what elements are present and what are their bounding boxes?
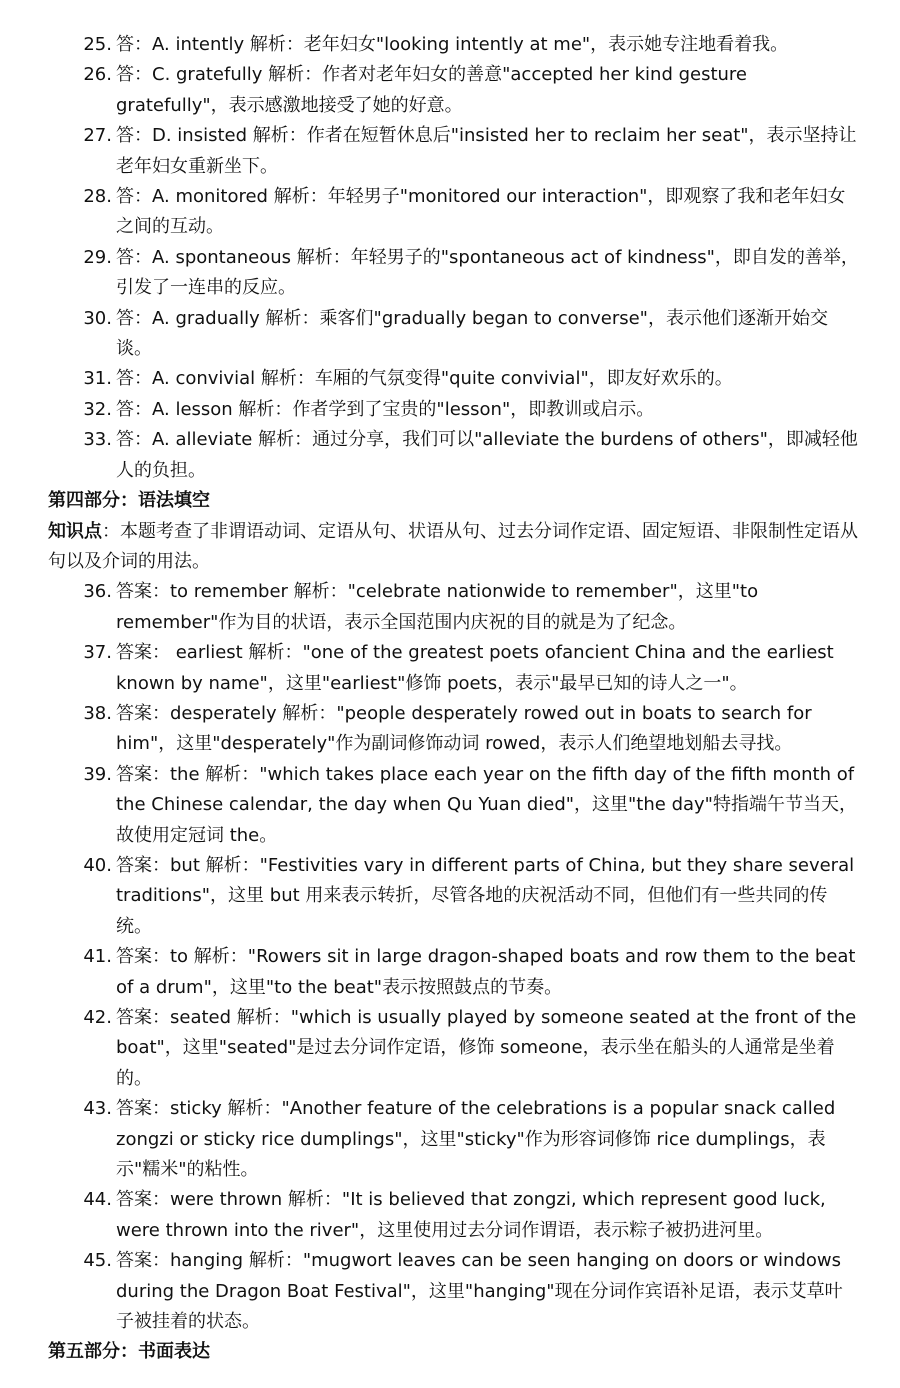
item-number: 28. — [83, 186, 112, 208]
item-number: 37. — [83, 642, 112, 664]
item-text: 答案：to remember 解析："celebrate nationwide to remember"，这里"to remember"作为目的状语，表示全国范围内庆祝的目的就是为了纪念。 — [116, 581, 759, 633]
item-text: 答：A. gradually 解析：乘客们"gradually began to converse"，表示他们逐渐开始交谈。 — [116, 307, 828, 360]
answer-item-30 — [48, 304, 860, 365]
item-number: 36. — [83, 581, 112, 603]
item-text: 答：A. spontaneous 解析：年轻男子的"spontaneous act of kindness"，即自发的善举，引发了一连串的反应。 — [116, 246, 859, 299]
answer-item-41 — [48, 942, 860, 1003]
answer-item-37 — [48, 638, 860, 699]
answer-item-29 — [48, 243, 860, 304]
answer-item-42 — [48, 1003, 860, 1094]
item-number: 43. — [83, 1098, 112, 1120]
item-text: 答：A. alleviate 解析：通过分享，我们可以"alleviate the burdens of others"，即减轻他人的负担。 — [116, 429, 858, 481]
knowledge-point-label: 知识点 — [48, 520, 102, 542]
knowledge-point-text: ：本题考查了非谓语动词、定语从句、状语从句、过去分词作定语、固定短语、非限制性定语从句以及介词的用法。 — [48, 520, 858, 572]
item-number: 27. — [83, 125, 112, 147]
item-number: 32. — [83, 398, 112, 420]
part4-answer-list — [48, 577, 860, 1337]
item-text: 答：A. convivial 解析：车厢的气氛变得"quite convivial"，即友好欢乐的。 — [116, 368, 733, 390]
item-number: 26. — [83, 64, 112, 86]
part3-answer-list — [48, 30, 860, 486]
answer-item-31 — [48, 364, 860, 394]
answer-item-40 — [48, 851, 860, 942]
item-text: 答：A. intently 解析：老年妇女"looking intently at me"，表示她专注地看着我。 — [116, 34, 789, 55]
item-text: 答案： earliest 解析："one of the greatest poets ofancient China and the earliest known by name"，这里"earliest"修饰 poets，表示"最早已知的诗人之一"。 — [116, 642, 834, 694]
answer-item-36 — [48, 577, 860, 638]
item-number: 29. — [83, 246, 112, 268]
item-number: 38. — [83, 702, 112, 724]
item-number: 41. — [83, 946, 112, 968]
item-text: 答案：to 解析："Rowers sit in large dragon-shaped boats and row them to the beat of a drum"，这里"to the beat"表示按照鼓点的节奏。 — [116, 946, 856, 998]
item-number: 31. — [83, 368, 112, 390]
answer-item-38 — [48, 699, 860, 760]
answer-item-43 — [48, 1094, 860, 1185]
answer-item-45 — [48, 1246, 860, 1337]
item-number: 25. — [83, 34, 112, 55]
item-text: 答：A. lesson 解析：作者学到了宝贵的"lesson"，即教训或启示。 — [116, 398, 655, 420]
item-number: 30. — [83, 307, 112, 329]
item-number: 39. — [83, 763, 112, 785]
item-text: 答案：were thrown 解析："It is believed that zongzi, which represent good luck, were thrown into the river"，这里使用过去分词作谓语，表示粽子被扔进河里。 — [116, 1189, 826, 1241]
item-text: 答案：but 解析："Festivities vary in different parts of China, but they share several traditions"，这里 but 用来表示转折，尽管各地的庆祝活动不同，但他们有一些共同的传统。 — [116, 854, 855, 937]
section-heading-part4: 第四部分：语法填空 — [48, 490, 210, 512]
item-text: 答案：seated 解析："which is usually played by someone seated at the front of the boat"，这里"seated"是过去分词作定语，修饰 someone，表示坐在船头的人通常是坐着的。 — [116, 1007, 857, 1089]
answer-item-25 — [48, 30, 860, 60]
item-text: 答案：desperately 解析："people desperately rowed out in boats to search for him"，这里"desperately"作为副词修饰动词 rowed，表示人们绝望地划船去寻找。 — [116, 702, 812, 755]
item-number: 45. — [83, 1250, 112, 1272]
answer-item-44 — [48, 1185, 860, 1246]
answer-item-28 — [48, 182, 860, 243]
item-text: 答案：hanging 解析："mugwort leaves can be seen hanging on doors or windows during the Dragon Boat Festival"，这里"hanging"现在分词作宾语补足语，表示艾草叶子被挂着的状态。 — [116, 1250, 843, 1333]
answer-item-27 — [48, 121, 860, 182]
section-heading-part5: 第五部分：书面表达 — [48, 1341, 210, 1363]
item-number: 33. — [83, 429, 112, 451]
item-text: 答案：sticky 解析："Another feature of the celebrations is a popular snack called zongzi or sticky rice dumplings"，这里"sticky"作为形容词修饰 rice dumplings，表示"糯米"的粘性。 — [116, 1098, 836, 1181]
item-text: 答案：the 解析："which takes place each year on the fifth day of the fifth month of the Chinese calendar, the day when Qu Yuan died"，这里"the day"特指端午节当天，故使用定冠词 the。 — [116, 763, 857, 846]
answer-item-32 — [48, 395, 860, 425]
item-number: 42. — [83, 1007, 112, 1028]
item-number: 44. — [83, 1189, 112, 1211]
answer-item-39 — [48, 760, 860, 851]
item-text: 答：A. monitored 解析：年轻男子"monitored our interaction"，即观察了我和老年妇女之间的互动。 — [116, 186, 846, 238]
item-number: 40. — [83, 854, 112, 876]
item-text: 答：C. gratefully 解析：作者对老年妇女的善意"accepted her kind gesture gratefully"，表示感激地接受了她的好意。 — [116, 64, 748, 116]
answer-item-33 — [48, 425, 860, 486]
item-text: 答：D. insisted 解析：作者在短暂休息后"insisted her to reclaim her seat"，表示坚持让老年妇女重新坐下。 — [116, 125, 857, 177]
knowledge-point — [48, 517, 860, 578]
answer-item-26 — [48, 60, 860, 121]
